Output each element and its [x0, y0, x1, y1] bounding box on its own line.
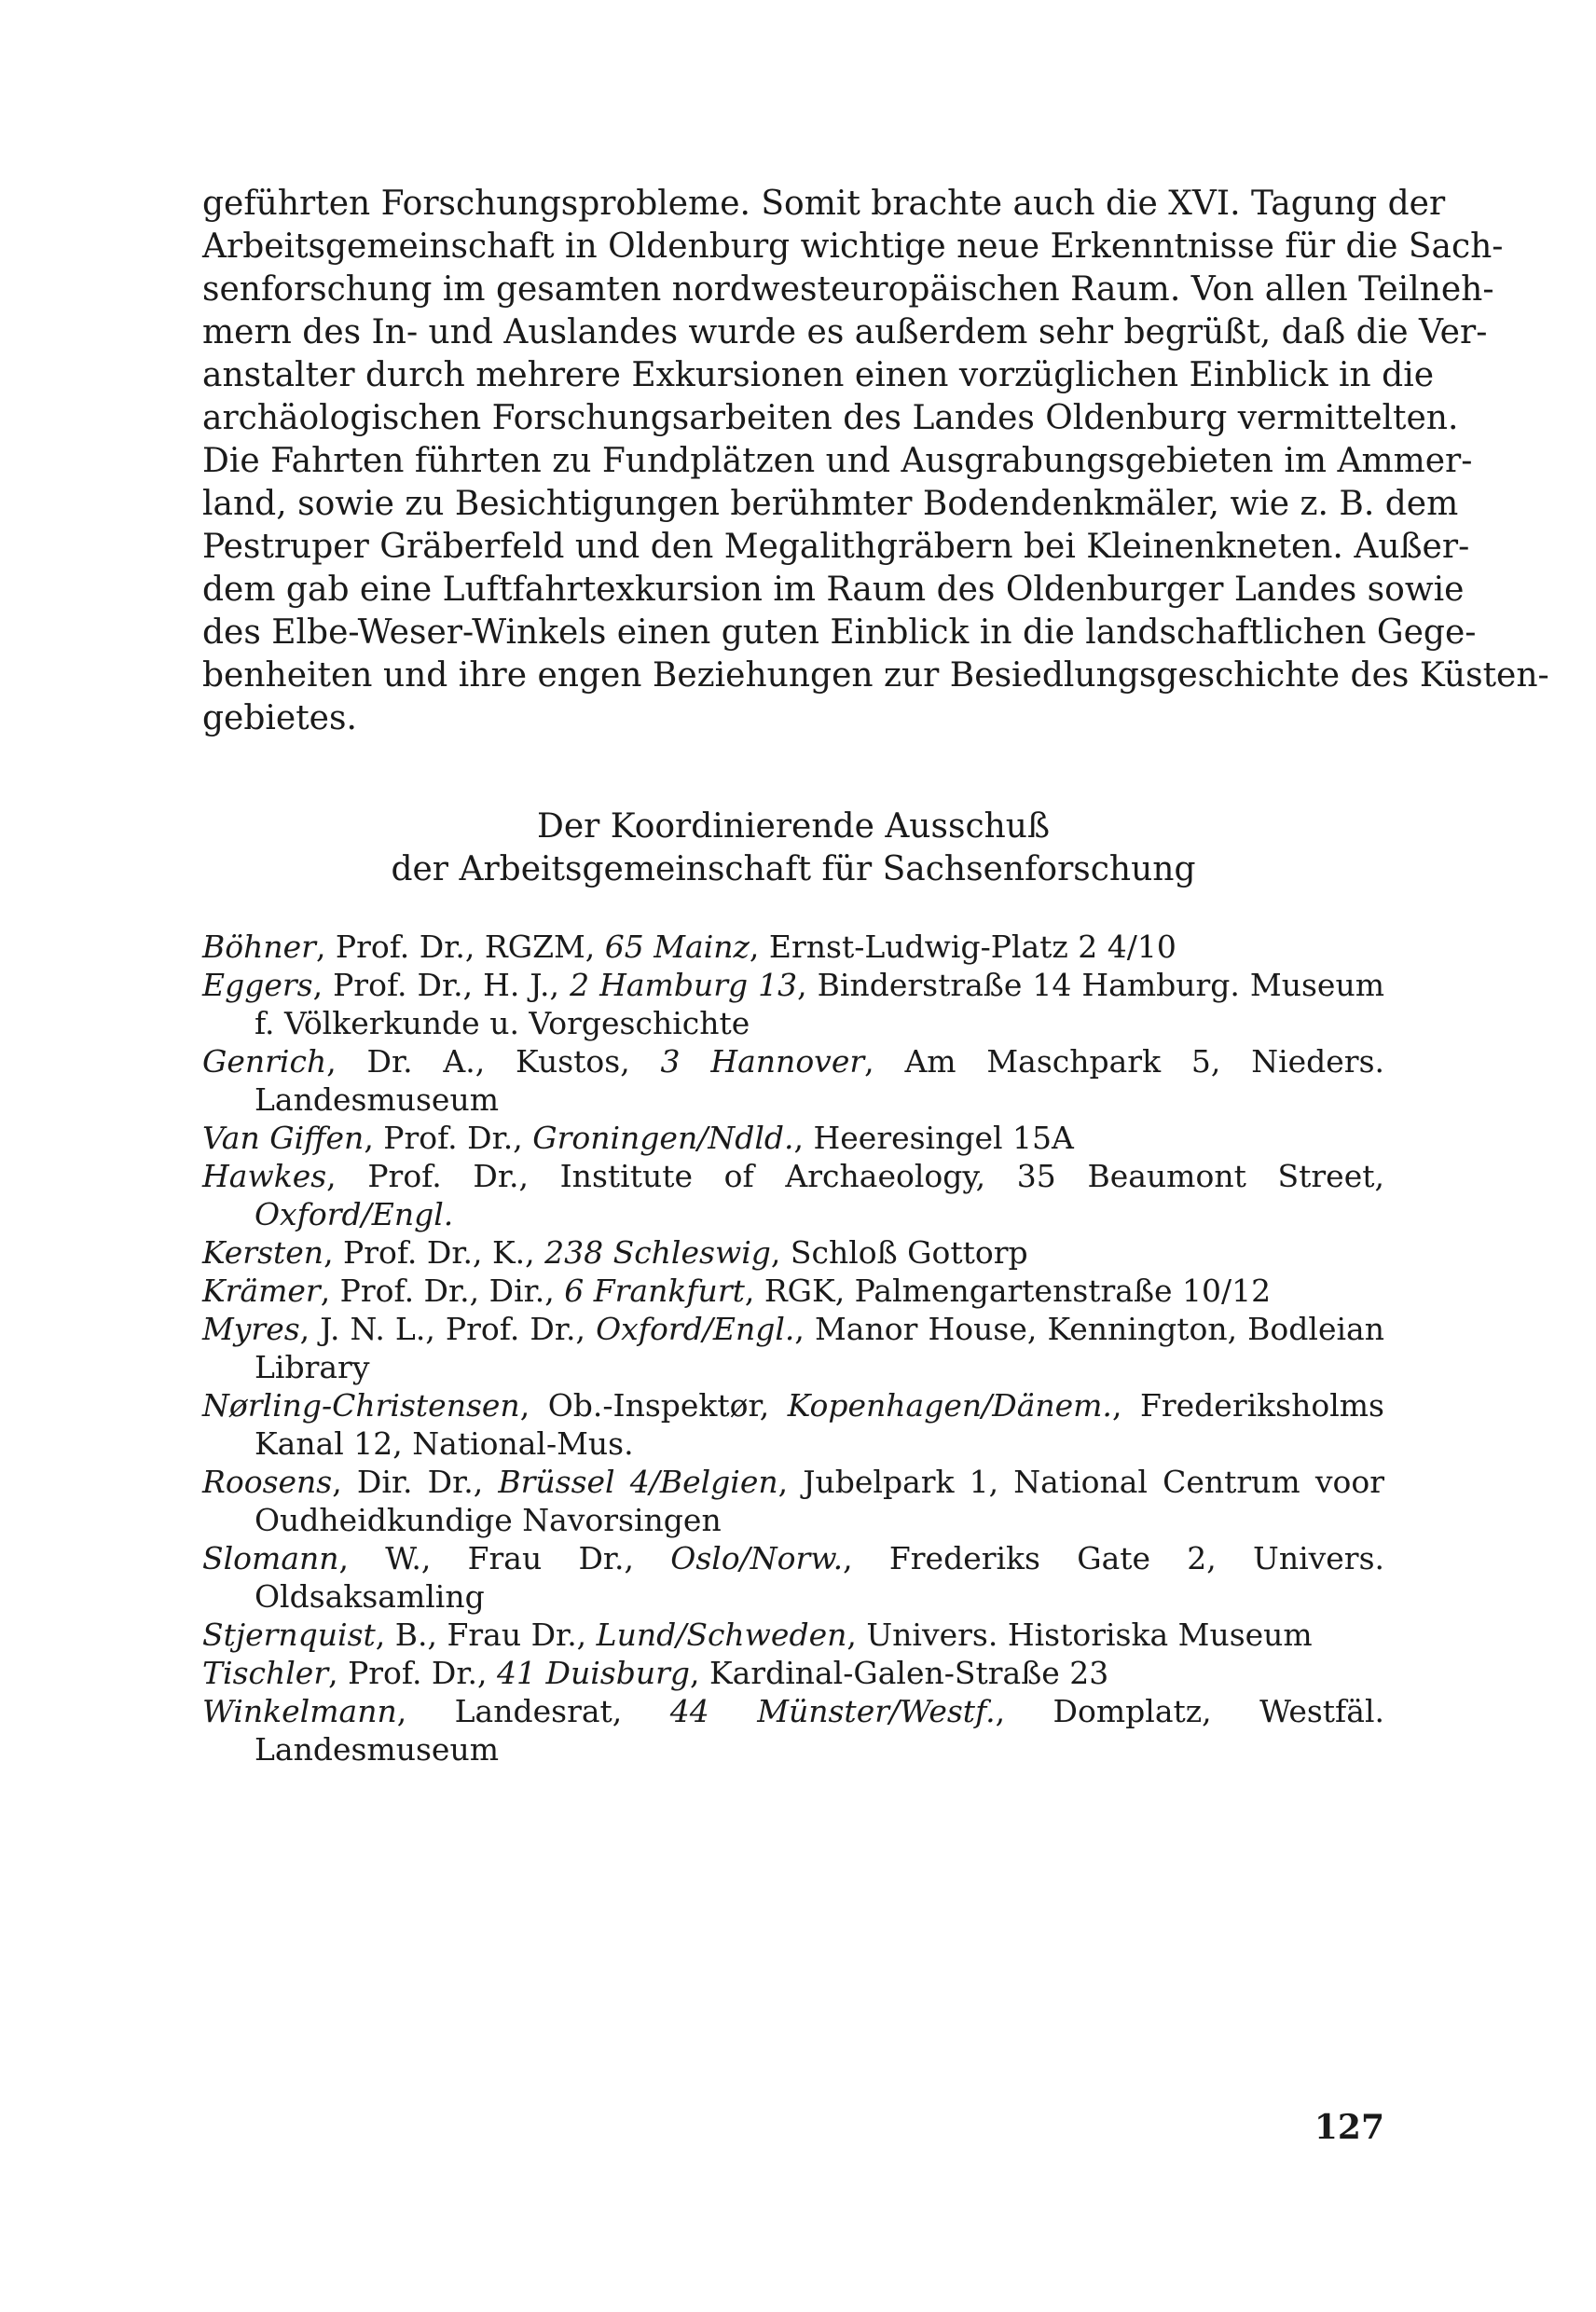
member-list: [202, 928, 1384, 1768]
member-address: , Jubelpark 1, National Centrum voor Oudheidkundige Navorsingen: [255, 1464, 1384, 1538]
page-number: 127: [1314, 2108, 1384, 2147]
member-name: Krämer: [202, 1273, 321, 1309]
member-city: Oxford/Engl.: [255, 1196, 454, 1232]
member-address: , Binderstraße 14 Hamburg. Museum f. Völkerkunde u. Vorgeschichte: [255, 967, 1384, 1041]
member-entry: [202, 1386, 1384, 1463]
member-entry: [202, 1119, 1384, 1157]
member-details: , J. N. L., Prof. Dr.,: [299, 1311, 597, 1347]
member-entry: [202, 1310, 1384, 1386]
member-name: Myres: [202, 1311, 300, 1347]
member-details: , Prof. Dr.,: [328, 1655, 498, 1691]
member-entry: [202, 1692, 1384, 1768]
member-city: 65 Mainz: [604, 929, 750, 965]
member-entry: [202, 1654, 1384, 1692]
paragraph-line: land, sowie zu Besichtigungen berühmter Bodendenkmäler, wie z. B. dem: [202, 485, 1459, 523]
member-name: Eggers: [202, 967, 313, 1003]
member-details: , Prof. Dr., K.,: [323, 1234, 545, 1271]
member-city: 6 Frankfurt: [564, 1273, 745, 1309]
paragraph-line: des Elbe-Weser-Winkels einen guten Einblick in die landschaftlichen Gege-: [202, 613, 1477, 652]
member-entry: [202, 1157, 1384, 1233]
member-details: , Prof. Dr., Dir.,: [320, 1273, 565, 1309]
member-address: , Manor House, Kennington, Bodleian Library: [255, 1311, 1384, 1385]
member-name: Roosens: [202, 1464, 333, 1500]
member-city: 41 Duisburg: [497, 1655, 690, 1691]
member-city: 2 Hamburg 13: [570, 967, 798, 1003]
paragraph-line: gebietes.: [202, 699, 357, 737]
member-city: Brüssel 4/Belgien: [498, 1464, 778, 1500]
committee-title: Der Koordinierende Ausschuß: [536, 807, 1051, 846]
member-address: , Frederiksholms Kanal 12, National-Mus.: [255, 1387, 1384, 1462]
member-entry: [202, 928, 1384, 966]
member-city: 238 Schleswig: [544, 1234, 771, 1271]
member-name: Tischler: [202, 1655, 329, 1691]
member-address: , Univers. Historiska Museum: [846, 1617, 1313, 1653]
member-details: , Landesrat,: [396, 1693, 670, 1729]
paragraph-line: geführten Forschungsprobleme. Somit brachte auch die XVI. Tagung der: [202, 185, 1446, 223]
paragraph-line: Arbeitsgemeinschaft in Oldenburg wichtige neue Erkenntnisse für die Sach-: [202, 227, 1504, 266]
member-entry: [202, 1272, 1384, 1310]
member-entry: [202, 1616, 1384, 1654]
body-paragraph: [202, 183, 1549, 740]
member-address: , RGK, Palmengartenstraße 10/12: [744, 1273, 1272, 1309]
paragraph-line: dem gab eine Luftfahrtexkursion im Raum des Oldenburger Landes sowie: [202, 571, 1465, 609]
member-details: , B., Frau Dr.,: [375, 1617, 597, 1653]
committee-subtitle: der Arbeitsgemeinschaft für Sachsenforschung: [391, 850, 1196, 888]
member-name: Böhner: [202, 929, 316, 965]
member-name: Winkelmann: [202, 1693, 397, 1729]
paragraph-line: Pestruper Gräberfeld und den Megalithgräbern bei Kleinenkneten. Außer-: [202, 528, 1470, 566]
member-details: , Prof. Dr., H. J.,: [312, 967, 571, 1003]
member-name: Nørling-Christensen: [202, 1387, 520, 1424]
member-city: Groningen/Ndld.: [532, 1120, 794, 1156]
member-city: Lund/Schweden: [596, 1617, 847, 1653]
paragraph-line: mern des In- und Auslandes wurde es außerdem sehr begrüßt, daß die Ver-: [202, 313, 1488, 351]
member-name: Kersten: [202, 1234, 324, 1271]
member-name: Hawkes: [202, 1158, 327, 1194]
member-address: , Domplatz, Westfäl. Landesmuseum: [255, 1693, 1384, 1768]
paragraph-line: archäologischen Forschungsarbeiten des Landes Oldenburg vermittelten.: [202, 399, 1459, 437]
member-entry: [202, 1233, 1384, 1272]
paragraph-line: benheiten und ihre engen Beziehungen zur Besiedlungsgeschichte des Küsten-: [202, 656, 1549, 695]
member-entry: [202, 1463, 1384, 1539]
member-details: , Ob.-Inspektør,: [519, 1387, 788, 1424]
member-address: , Frederiks Gate 2, Univers. Oldsaksamling: [255, 1540, 1384, 1615]
member-address: , Kardinal-Galen-Straße 23: [689, 1655, 1109, 1691]
paragraph-line: anstalter durch mehrere Exkursionen einen vorzüglichen Einblick in die: [202, 356, 1435, 394]
member-city: 44 Münster/Westf.: [669, 1693, 996, 1729]
member-entry: [202, 966, 1384, 1042]
paragraph-line: Die Fahrten führten zu Fundplätzen und Ausgrabungsgebieten im Ammer-: [202, 442, 1473, 480]
member-entry: [202, 1539, 1384, 1616]
member-details: , W., Frau Dr.,: [338, 1540, 671, 1576]
member-name: Genrich: [202, 1043, 327, 1080]
member-city: Oslo/Norw.: [670, 1540, 844, 1576]
member-details: , Prof. Dr., Institute of Archaeology, 35 Beaumont Street,: [326, 1158, 1384, 1194]
member-address: , Heeresingel 15A: [793, 1120, 1074, 1156]
member-name: Van Giffen: [202, 1120, 365, 1156]
member-name: Stjernquist: [202, 1617, 376, 1653]
member-city: Kopenhagen/Dänem.: [787, 1387, 1112, 1424]
member-details: , Dir. Dr.,: [332, 1464, 499, 1500]
member-details: , Prof. Dr., RGZM,: [315, 929, 605, 965]
committee-heading: [202, 805, 1384, 891]
paragraph-line: senforschung im gesamten nordwesteuropäischen Raum. Von allen Teilneh-: [202, 270, 1494, 309]
member-entry: [202, 1042, 1384, 1119]
member-address: , Schloß Gottorp: [770, 1234, 1028, 1271]
member-address: , Ernst-Ludwig-Platz 2 4/10: [749, 929, 1176, 965]
member-city: 3 Hannover: [660, 1043, 865, 1080]
member-name: Slomann: [202, 1540, 339, 1576]
member-details: , Prof. Dr.,: [364, 1120, 533, 1156]
member-city: Oxford/Engl.: [596, 1311, 795, 1347]
member-address: , Am Maschpark 5, Nieders. Landesmuseum: [255, 1043, 1385, 1118]
member-details: , Dr. A., Kustos,: [326, 1043, 661, 1080]
